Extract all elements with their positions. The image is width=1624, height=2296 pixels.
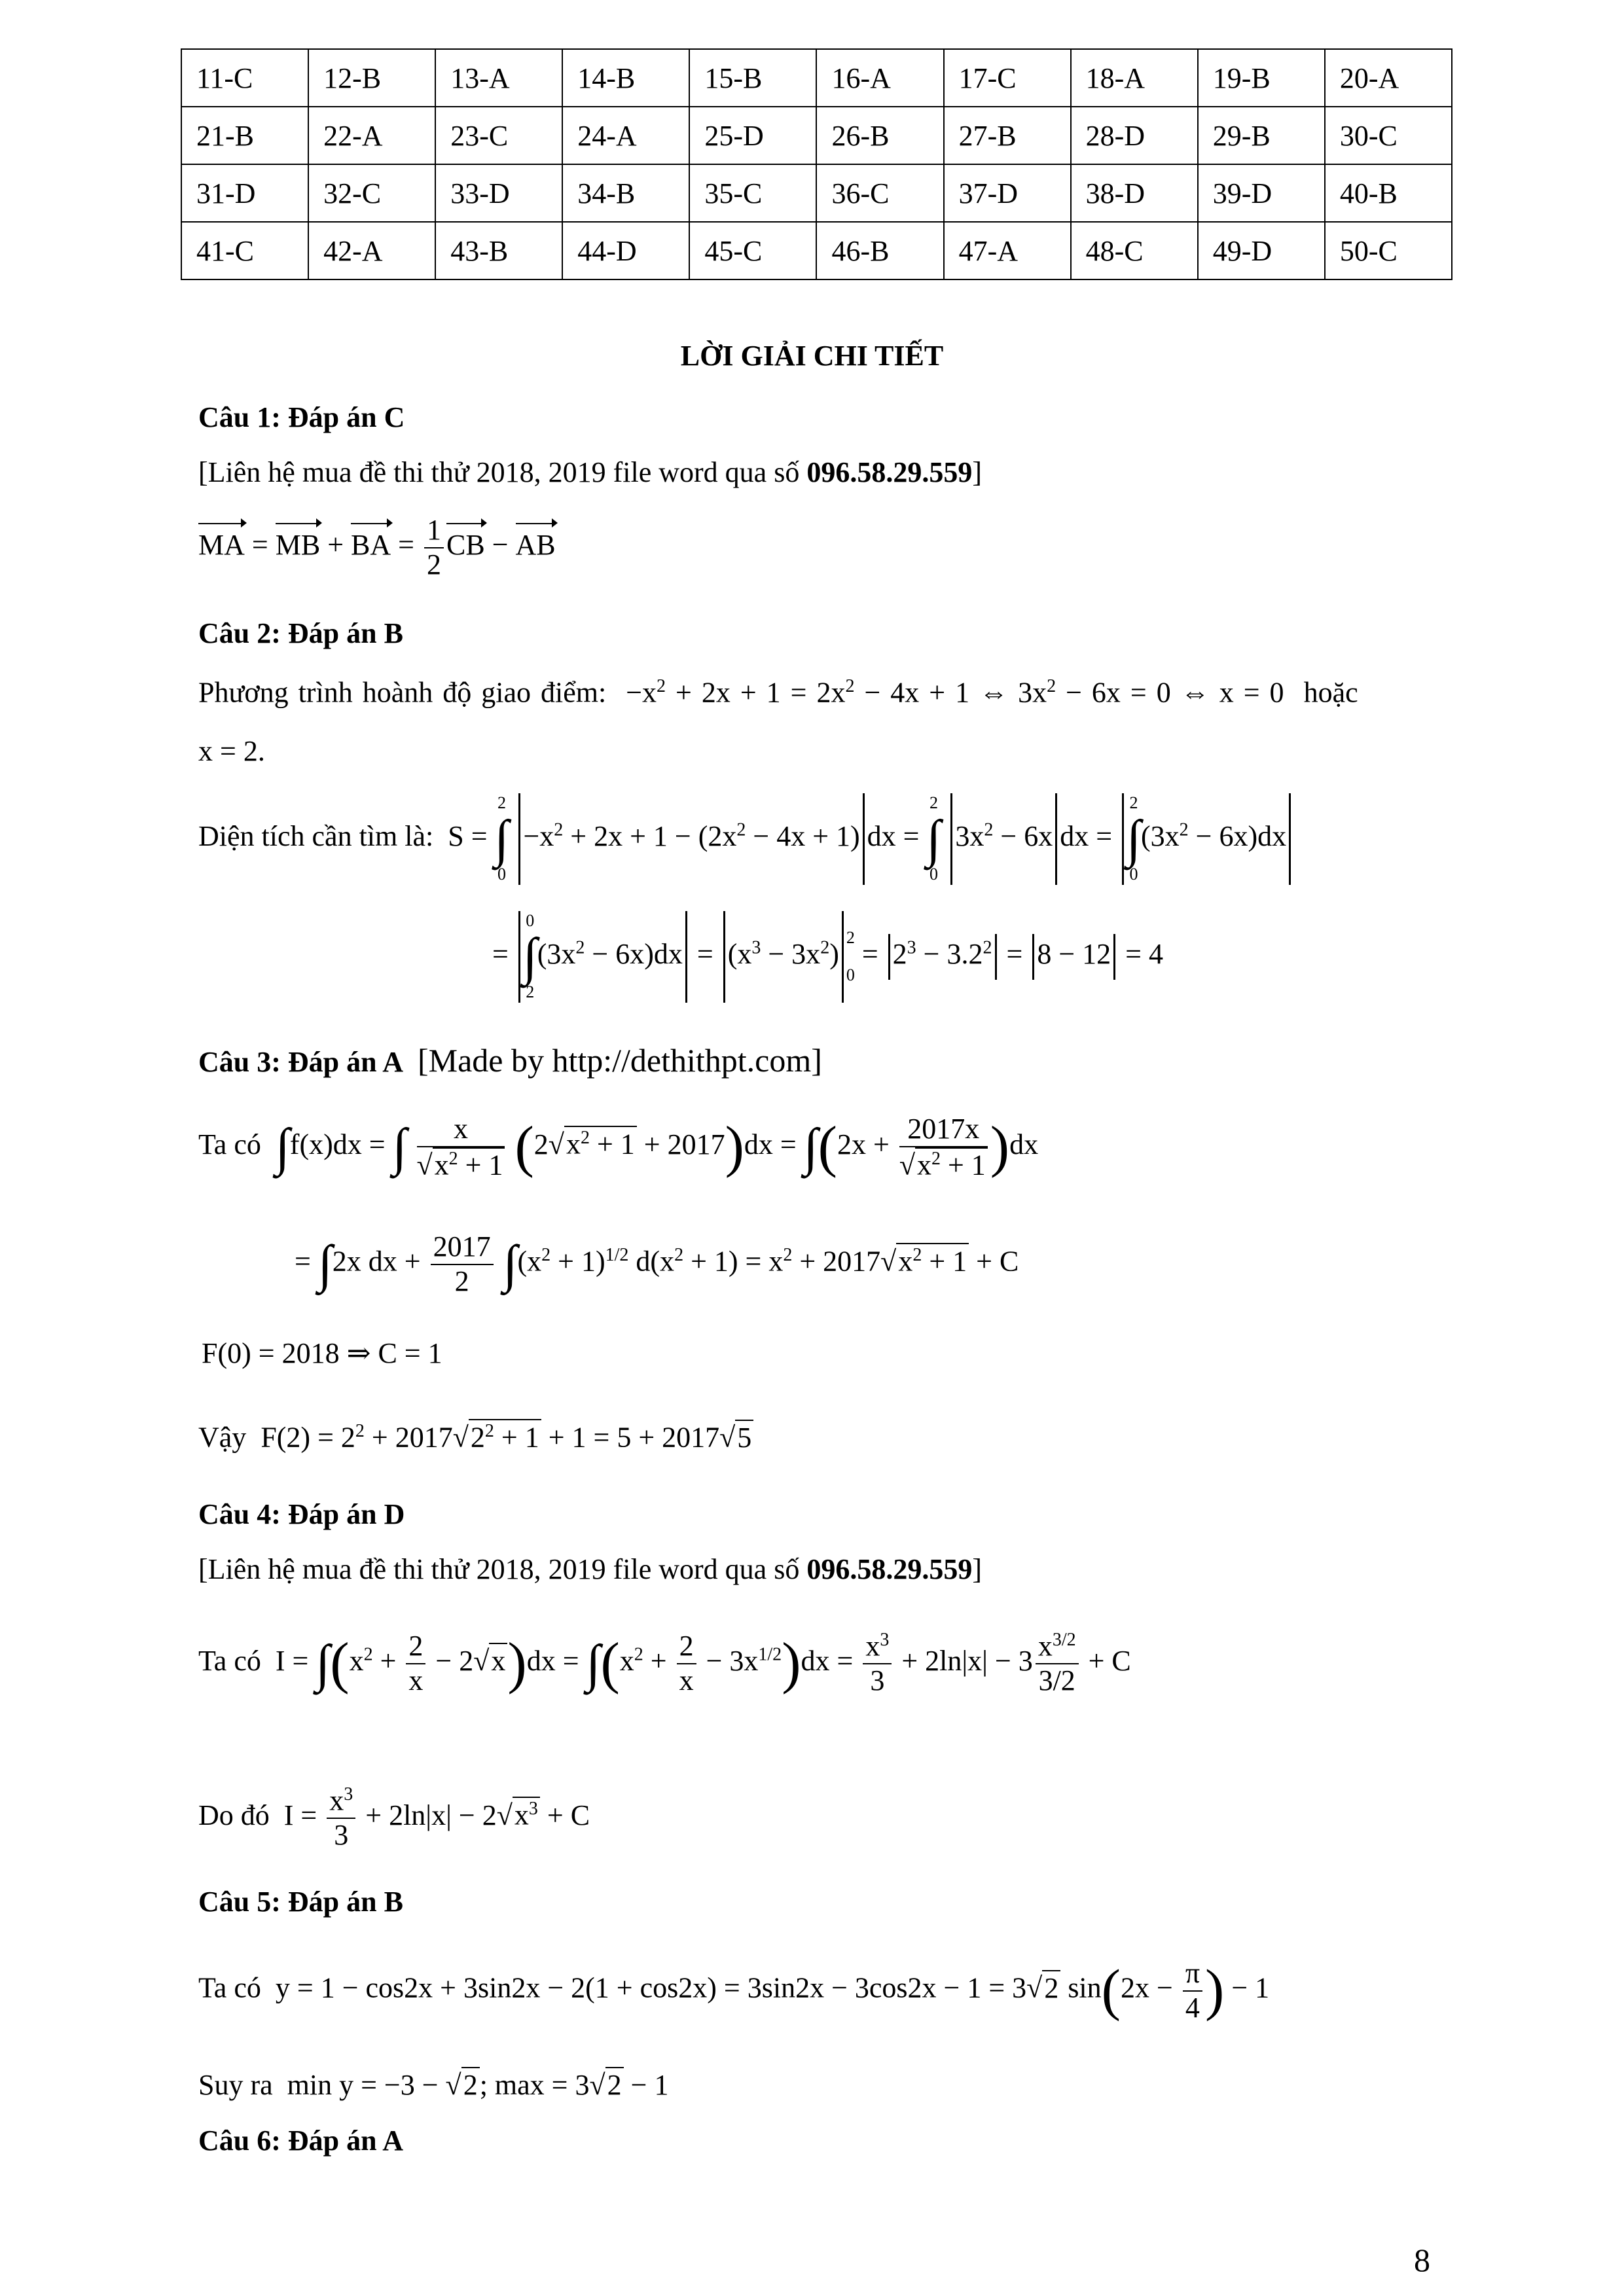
q6-heading: Câu 6: Đáp án A (198, 2125, 403, 2157)
q5-minmax: Suy ra min y = −3 − √2; max = 3√2 − 1 (198, 2067, 668, 2103)
q2-heading: Câu 2: Đáp án B (198, 617, 403, 649)
answer-cell: 43-B (435, 222, 562, 279)
answer-cell: 41-C (181, 222, 308, 279)
q1-heading: Câu 1: Đáp án C (198, 401, 405, 433)
answer-cell: 23-C (435, 107, 562, 164)
contact-line-1: [Liên hệ mua đề thi thử 2018, 2019 file word qua số 096.58.29.559] (198, 456, 982, 488)
answer-cell: 50-C (1325, 222, 1452, 279)
q2-intersection: Phương trình hoành độ giao điểm: $-x^2 + 2x + 1 = 2x^2 - 4x + 1$ ⇔ $3x^2 - 6x = 0$ ⇔ x = 0 hoặc (198, 676, 1358, 709)
answer-cell: 31-D (181, 164, 308, 222)
answer-cell: 28-D (1071, 107, 1198, 164)
q2-root: x = 2. (198, 735, 265, 767)
contact-line-2: [Liên hệ mua đề thi thử 2018, 2019 file word qua số 096.58.29.559] (198, 1553, 982, 1585)
q4-result: Do đó I = $\frac{x^3}{3}$ + $2\ln|x| - 2√x^3 + C$ (198, 1784, 590, 1852)
section-title: LỜI GIẢI CHI TIẾT (680, 340, 944, 372)
answer-row (181, 222, 1452, 279)
answer-cell: 46-B (816, 222, 943, 279)
made-by-note: [Made by http://dethithpt.com] (417, 1042, 822, 1079)
q2-area-result: = 0 ∫ $2(3x^2 - 6x)dx = (x^3 - 3x^2)2$ $0 = 2^3 - 3.2^2 = 8 - 12 = 4$ (492, 911, 1163, 1001)
answer-cell: 45-C (689, 222, 816, 279)
answer-row (181, 49, 1452, 107)
answer-cell: 47-A (944, 222, 1071, 279)
answer-cell: 21-B (181, 107, 308, 164)
answer-cell: 38-D (1071, 164, 1198, 222)
answer-cell: 37-D (944, 164, 1071, 222)
answer-cell: 16-A (816, 49, 943, 107)
answer-cell: 22-A (308, 107, 435, 164)
q1-formula: MA = MB + BA = $\frac{1}{2}$ CB − AB (198, 514, 556, 581)
answer-row (181, 164, 1452, 222)
answer-cell: 29-B (1198, 107, 1325, 164)
q3-integral-2: = ∫2x dx + $\frac{2017}{2}$ $\int(x^2 + 1)^{1/2}$ $d(x^2 + 1) = x^2 + 2017√x^2 + 1 + C$ (295, 1230, 1019, 1297)
answer-cell: 24-A (562, 107, 689, 164)
answer-cell: 25-D (689, 107, 816, 164)
answer-cell: 49-D (1198, 222, 1325, 279)
answer-cell: 19-B (1198, 49, 1325, 107)
q4-integral: Ta có $I = \int(x^2$ + $\frac{2}{x}$ − $2√x)dx = \int(x^2$ + $\frac{2}{x}$ − $3x^{1/2})dx$ = $\frac{x^3}{3}$ + 2ln|x| − 3 $\frac{x^{3/2}}{3/2}$ + C (198, 1630, 1131, 1697)
q3-constant: F(0) = 2018 ⇒ C = 1 (202, 1337, 442, 1369)
answer-cell: 32-C (308, 164, 435, 222)
answer-cell: 42-A (308, 222, 435, 279)
page-number: 8 (1414, 2242, 1430, 2278)
q2-area-formula: Diện tích cần tìm là: S = 2 ∫ $0 -x^2 + 2x + 1 - (2x^2 - 4x + 1)$ dx = 2 ∫ 0 $3x^2 - 6x$ dx = 2 ∫ $0(3x^2 - 6x)dx$ (198, 793, 1293, 885)
q5-transform: Ta có y = 1 − cos2x + 3sin2x − 2(1 + cos2x) = 3sin2x − 3cos2x − 1 = 3√2 sin(2x − $\frac{\pi}{4}$ ) − 1 (198, 1957, 1270, 2024)
answer-cell: 15-B (689, 49, 816, 107)
answer-cell: 34-B (562, 164, 689, 222)
answer-cell: 11-C (181, 49, 308, 107)
answer-cell: 35-C (689, 164, 816, 222)
answer-cell: 33-D (435, 164, 562, 222)
q3-integral-1: Ta có ∫f(x)dx = ∫ $\frac{x}{√x^2 + 1}$ $(2√x^2 + 1 + 2017)dx = \int(2x$ + $\frac{2017x}{√x^2 + 1}$ )dx (198, 1113, 1039, 1181)
answer-cell: 20-A (1325, 49, 1452, 107)
q3-heading: Câu 3: Đáp án A [Made by http://dethithpt.com] (198, 1042, 822, 1079)
q3-result: Vậy $F(2) = 2^2 + 2017√2^2 + 1 + 1 = 5 + 2017√5$ (198, 1419, 753, 1455)
answer-cell: 27-B (944, 107, 1071, 164)
answer-table (181, 48, 1453, 280)
answer-cell: 26-B (816, 107, 943, 164)
answer-cell: 48-C (1071, 222, 1198, 279)
answer-cell: 36-C (816, 164, 943, 222)
answer-cell: 17-C (944, 49, 1071, 107)
answer-cell: 18-A (1071, 49, 1198, 107)
answer-row (181, 107, 1452, 164)
q4-heading: Câu 4: Đáp án D (198, 1498, 405, 1530)
answer-cell: 14-B (562, 49, 689, 107)
answer-cell: 30-C (1325, 107, 1452, 164)
answer-cell: 40-B (1325, 164, 1452, 222)
answer-cell: 39-D (1198, 164, 1325, 222)
answer-cell: 12-B (308, 49, 435, 107)
answer-cell: 44-D (562, 222, 689, 279)
answer-cell: 13-A (435, 49, 562, 107)
q5-heading: Câu 5: Đáp án B (198, 1886, 403, 1918)
